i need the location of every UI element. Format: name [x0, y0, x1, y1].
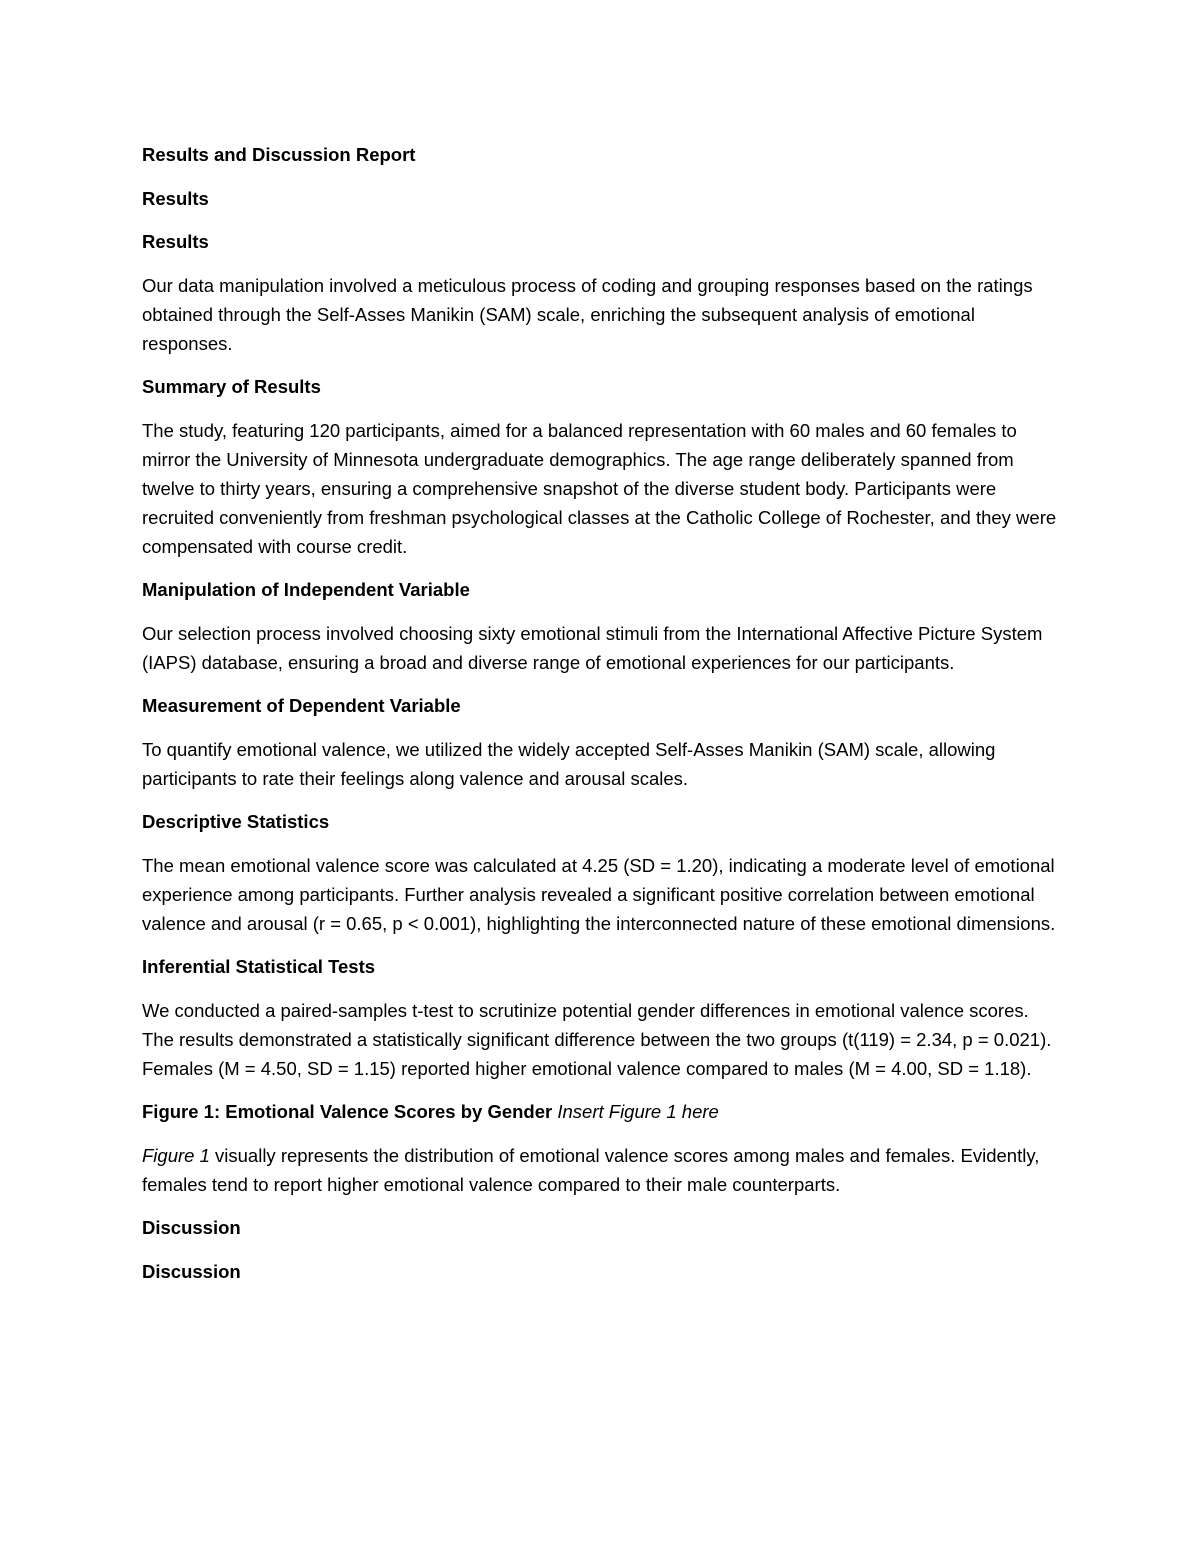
document-title: Results and Discussion Report	[142, 144, 416, 165]
figure-caption	[142, 1097, 1062, 1126]
discussion-heading-repeat: Discussion	[142, 1260, 241, 1282]
section-heading-results-repeat: Results	[142, 231, 209, 252]
summary-paragraph: The study, featuring 120 participants, aimed for a balanced representation with 60 males and 60 females to mirror the University of Minnesota undergraduate demographics. The age range deliberately spanned from twelve to thirty years, ensuring a comprehensive snapshot of the diverse student body. Participants were recruited conveniently from freshman psychological classes at the Catholic College of Rochester, and they were compensated with course credit.	[142, 419, 1057, 557]
document-body	[142, 140, 1062, 1300]
discussion-heading: Discussion	[142, 1217, 241, 1238]
descriptive-paragraph: The mean emotional valence score was calculated at 4.25 (SD = 1.20), indicating a moderate level of emotional experience among participants. Further analysis revealed a significant positive correlation between emotional valence and arousal (r = 0.65, p < 0.001), highlighting the interconnected nature of these emotional dimensions.	[142, 854, 1056, 934]
figure-description-text: visually represents the distribution of emotional valence scores among males and females. Evidently, females tend to report higher emotional valence compared to their male counterparts.	[142, 1144, 1040, 1195]
manipulation-heading: Manipulation of Independent Variable	[142, 579, 470, 600]
figure-caption-title: Figure 1: Emotional Valence Scores by Gender	[142, 1101, 553, 1122]
measurement-paragraph: To quantify emotional valence, we utilized the widely accepted Self-Asses Manikin (SAM) scale, allowing participants to rate their feelings along valence and arousal scales.	[142, 738, 996, 789]
section-heading-results: Results	[142, 187, 209, 209]
figure-placeholder-note: Insert Figure 1 here	[557, 1101, 719, 1122]
inferential-paragraph: We conducted a paired-samples t-test to scrutinize potential gender differences in emotional valence scores. The results demonstrated a statistically significant difference between the two groups (t(119) = 2.34, p = 0.021). Females (M = 4.50, SD = 1.15) reported higher emotional valence compared to males (M = 4.00, SD = 1.18).	[142, 999, 1052, 1079]
inferential-heading: Inferential Statistical Tests	[142, 956, 376, 977]
intro-paragraph: Our data manipulation involved a meticulous process of coding and grouping responses based on the ratings obtained through the Self-Asses Manikin (SAM) scale, enriching the subsequent analysis of emotional responses.	[142, 274, 1033, 354]
manipulation-paragraph: Our selection process involved choosing sixty emotional stimuli from the International Affective Picture System (IAPS) database, ensuring a broad and diverse range of emotional experiences for our participants.	[142, 622, 1043, 673]
measurement-heading: Measurement of Dependent Variable	[142, 695, 461, 716]
figure-reference: Figure 1	[142, 1144, 210, 1166]
summary-heading: Summary of Results	[142, 376, 321, 397]
descriptive-heading: Descriptive Statistics	[142, 811, 330, 832]
figure-description	[142, 1141, 1062, 1199]
